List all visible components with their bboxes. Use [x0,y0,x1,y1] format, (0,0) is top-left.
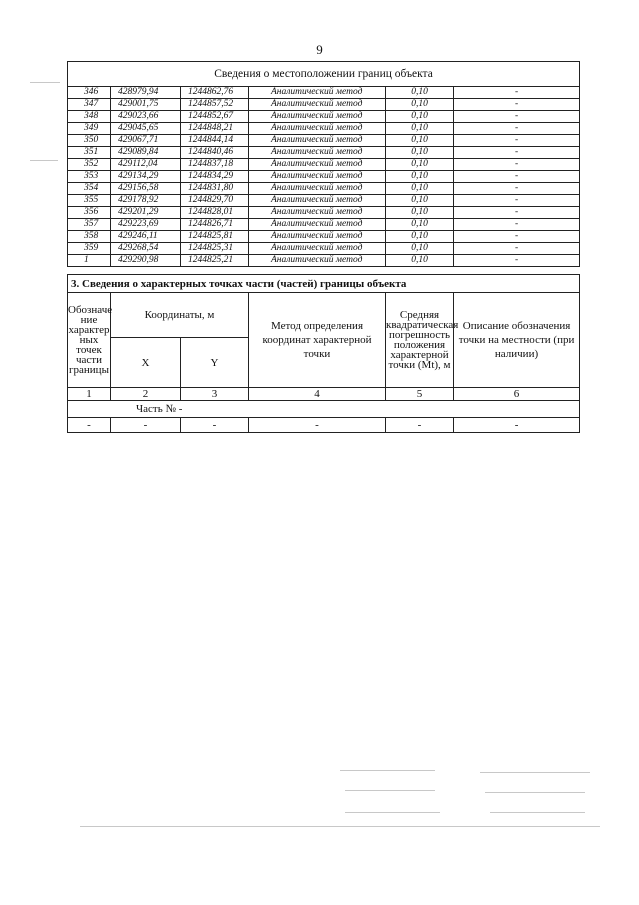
x-coordinate-cell: 429268,54 [111,243,181,255]
y-coordinate-cell: 1244825,31 [181,243,249,255]
error-cell: 0,10 [386,87,454,99]
point-number-cell: 348 [68,111,111,123]
y-coordinate-cell: 1244848,21 [181,123,249,135]
point-number-cell: 347 [68,99,111,111]
col-number: 4 [249,388,386,401]
error-cell: 0,10 [386,99,454,111]
description-cell: - [454,219,580,231]
table-row [68,111,580,123]
y-coordinate-cell: 1244831,80 [181,183,249,195]
scan-artifact [340,770,435,771]
x-coordinate-cell: 429001,75 [111,99,181,111]
empty-cell: - [181,418,249,433]
scan-artifact [480,772,590,773]
table-row [68,219,580,231]
part-points-title: 3. Сведения о характерных точках части (частей) границы объекта [68,275,580,293]
method-cell: Аналитический метод [249,123,386,135]
header-point-designation: Обозначе ние характер ных точек части границы [68,293,111,388]
table-row [68,171,580,183]
x-coordinate-cell: 429023,66 [111,111,181,123]
y-coordinate-cell: 1244828,01 [181,207,249,219]
table-row [68,147,580,159]
point-number-cell: 355 [68,195,111,207]
x-coordinate-cell: 429067,71 [111,135,181,147]
point-number-cell: 349 [68,123,111,135]
error-cell: 0,10 [386,159,454,171]
empty-cell: - [249,418,386,433]
description-cell: - [454,135,580,147]
error-cell: 0,10 [386,219,454,231]
y-coordinate-cell: 1244844,14 [181,135,249,147]
col-number: 3 [181,388,249,401]
point-number-cell: 353 [68,171,111,183]
description-cell: - [454,159,580,171]
description-cell: - [454,207,580,219]
col-number: 2 [111,388,181,401]
x-coordinate-cell: 429089,84 [111,147,181,159]
description-cell: - [454,243,580,255]
point-number-cell: 359 [68,243,111,255]
method-cell: Аналитический метод [249,135,386,147]
method-cell: Аналитический метод [249,171,386,183]
scan-artifact [485,792,585,793]
table-row [68,159,580,171]
x-coordinate-cell: 429290,98 [111,255,181,267]
point-number-cell: 356 [68,207,111,219]
table-row [68,231,580,243]
part-points-header-row [68,293,580,338]
table-row [68,207,580,219]
method-cell: Аналитический метод [249,243,386,255]
header-method: Метод определения координат характерной точки [249,293,386,388]
y-coordinate-cell: 1244825,21 [181,255,249,267]
boundary-location-table [67,61,580,267]
point-number-cell: 1 [68,255,111,267]
y-coordinate-cell: 1244837,18 [181,159,249,171]
boundary-table-body [68,87,580,267]
method-cell: Аналитический метод [249,159,386,171]
scan-artifact [345,812,440,813]
method-cell: Аналитический метод [249,231,386,243]
table-row [68,123,580,135]
header-error: Средняя квадратическая погрешность положения характерной точки (Mt), м [386,293,454,388]
description-cell: - [454,123,580,135]
table-row [68,195,580,207]
error-cell: 0,10 [386,135,454,147]
description-cell: - [454,87,580,99]
part-label-row [68,401,580,418]
point-number-cell: 352 [68,159,111,171]
x-coordinate-cell: 429156,58 [111,183,181,195]
y-coordinate-cell: 1244825,81 [181,231,249,243]
table-row [68,183,580,195]
error-cell: 0,10 [386,255,454,267]
description-cell: - [454,99,580,111]
table-row [68,99,580,111]
boundary-table-title-row [68,62,580,87]
point-number-cell: 350 [68,135,111,147]
x-coordinate-cell: 429178,92 [111,195,181,207]
description-cell: - [454,147,580,159]
x-coordinate-cell: 428979,94 [111,87,181,99]
empty-cell: - [454,418,580,433]
part-points-table [67,274,580,433]
method-cell: Аналитический метод [249,111,386,123]
col-number: 6 [454,388,580,401]
error-cell: 0,10 [386,207,454,219]
description-cell: - [454,171,580,183]
x-coordinate-cell: 429223,69 [111,219,181,231]
y-coordinate-cell: 1244862,76 [181,87,249,99]
method-cell: Аналитический метод [249,195,386,207]
y-coordinate-cell: 1244826,71 [181,219,249,231]
header-coordinates: Координаты, м [111,293,249,338]
empty-cell: - [386,418,454,433]
method-cell: Аналитический метод [249,207,386,219]
method-cell: Аналитический метод [249,87,386,99]
part-points-title-row [68,275,580,293]
point-number-cell: 354 [68,183,111,195]
x-coordinate-cell: 429201,29 [111,207,181,219]
error-cell: 0,10 [386,147,454,159]
column-numbers-row [68,388,580,401]
scan-artifact [490,812,585,813]
error-cell: 0,10 [386,243,454,255]
header-y: Y [181,338,249,388]
table-row [68,243,580,255]
error-cell: 0,10 [386,123,454,135]
point-number-cell: 357 [68,219,111,231]
header-description: Описание обозначения точки на местности (при наличии) [454,293,580,388]
scan-artifact [30,82,60,83]
description-cell: - [454,255,580,267]
error-cell: 0,10 [386,183,454,195]
method-cell: Аналитический метод [249,99,386,111]
point-number-cell: 346 [68,87,111,99]
empty-cell: - [68,418,111,433]
point-number-cell: 351 [68,147,111,159]
y-coordinate-cell: 1244829,70 [181,195,249,207]
header-x: X [111,338,181,388]
boundary-table-title: Сведения о местоположении границ объекта [68,62,580,87]
description-cell: - [454,231,580,243]
error-cell: 0,10 [386,195,454,207]
x-coordinate-cell: 429134,29 [111,171,181,183]
part-label: Часть № - [68,401,580,418]
y-coordinate-cell: 1244852,67 [181,111,249,123]
scan-artifact [80,826,600,827]
y-coordinate-cell: 1244857,52 [181,99,249,111]
x-coordinate-cell: 429246,11 [111,231,181,243]
scan-artifact [345,790,435,791]
col-number: 5 [386,388,454,401]
x-coordinate-cell: 429045,65 [111,123,181,135]
method-cell: Аналитический метод [249,147,386,159]
method-cell: Аналитический метод [249,219,386,231]
table-row [68,135,580,147]
point-number-cell: 358 [68,231,111,243]
empty-cell: - [111,418,181,433]
description-cell: - [454,195,580,207]
error-cell: 0,10 [386,111,454,123]
page-number: 9 [316,42,323,57]
error-cell: 0,10 [386,171,454,183]
y-coordinate-cell: 1244840,46 [181,147,249,159]
method-cell: Аналитический метод [249,255,386,267]
empty-data-row [68,418,580,433]
description-cell: - [454,183,580,195]
method-cell: Аналитический метод [249,183,386,195]
error-cell: 0,10 [386,231,454,243]
x-coordinate-cell: 429112,04 [111,159,181,171]
scan-artifact [30,160,58,161]
table-row [68,87,580,99]
description-cell: - [454,111,580,123]
y-coordinate-cell: 1244834,29 [181,171,249,183]
table-row [68,255,580,267]
col-number: 1 [68,388,111,401]
